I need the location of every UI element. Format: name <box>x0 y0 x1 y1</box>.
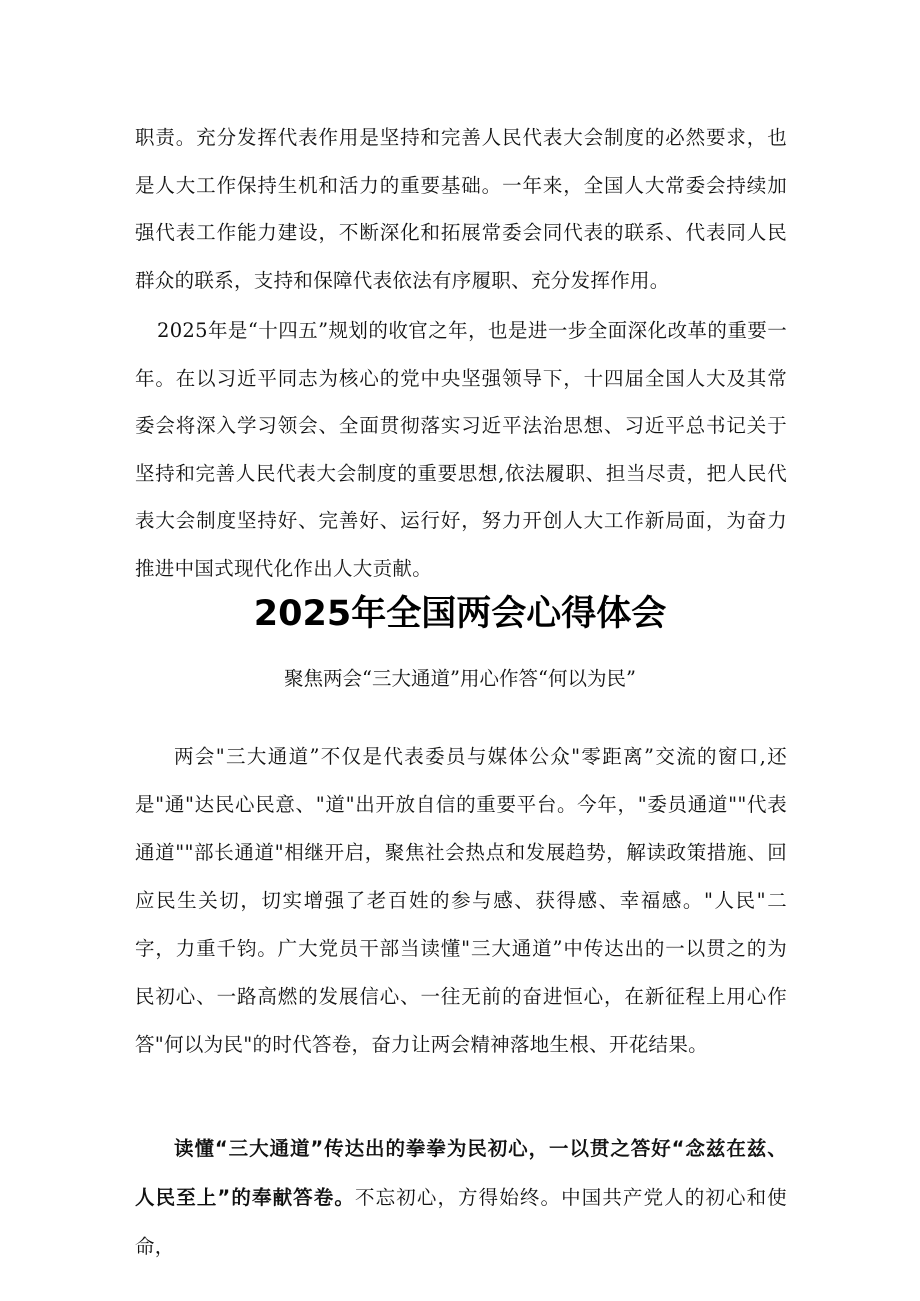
section-lead-heading: 读懂“三大通道”传达出的拳拳为民初心，一以贯之答好“念兹在兹、人民至上”的奉献答卷。 <box>135 1137 787 1209</box>
article-title-text: 年全国两会心得体会 <box>351 594 667 634</box>
body-paragraph-2: 2025年是“十四五”规划的收官之年，也是进一步全面深化改革的重要一年。在以习近平同志为核心的党中央坚强领导下，十四届全国人大及其常委会将深入学习领会、全面贯彻落实习近平法治思想、习近平总书记关于坚持和完善人民代表大会制度的重要思想,依法履职、担当尽责，把人民代表大会制度坚持好、完善好、运行好，努力开创人大工作新局面，为奋力推进中国式现代化作出人大贡献。 <box>135 319 787 580</box>
body-paragraph-1: 职责。充分发挥代表作用是坚持和完善人民代表大会制度的必然要求，也是人大工作保持生机和活力的重要基础。一年来，全国人大常委会持续加强代表工作能力建设，不断深化和拓展常委会同代表的联系、代表同人民群众的联系，支持和保障代表依法有序履职、充分发挥作用。 <box>135 126 787 292</box>
section-lead-body: 不忘初心，方得始终。中国共产党人的初心和使命， <box>135 1186 787 1258</box>
article-title-year: 2025 <box>253 594 352 634</box>
body-paragraph-3: 两会"三大通道”不仅是代表委员与媒体公众"零距离”交流的窗口,还是"通"达民心民意、"道"出开放自信的重要平台。今年，"委员通道""代表通道""部长通道"相继开启，聚焦社会热点和发展趋势，解读政策措施、回应民生关切，切实增强了老百姓的参与感、获得感、幸福感。"人民"二字，力重千钧。广大党员干部当读懂"三大通道”中传达出的一以贯之的为民初心、一路高燃的发展信心、一往无前的奋进恒心，在新征程上用心作答"何以为民"的时代答卷，奋力让两会精神落地生根、开花结果。 <box>135 745 787 1056</box>
article-subtitle: 聚焦两会“三大通道”用心作答“何以为民” <box>284 667 636 690</box>
body-paragraph-4 <box>135 1124 787 1271</box>
article-title <box>0 588 920 640</box>
